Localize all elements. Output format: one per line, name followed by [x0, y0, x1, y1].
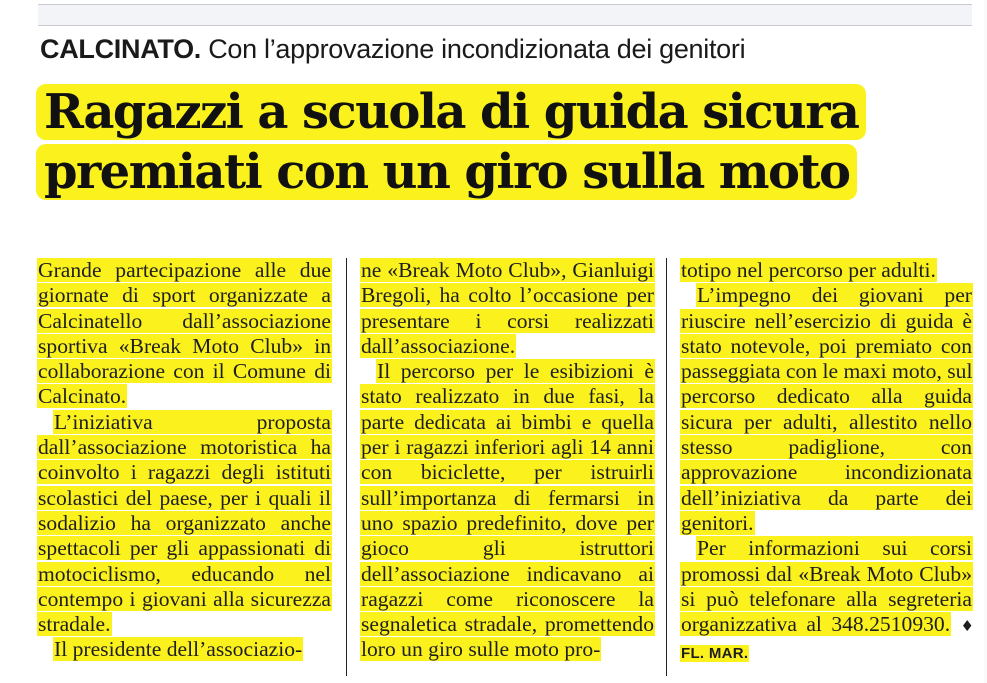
article-column-1: [37, 258, 332, 678]
paragraph: L’iniziativa proposta dall’associazione motoristica ha coinvolto i ragazzi degli istituti scolastici del paese, per i quali il sodalizio ha organizzato anche spettacoli per gli appassionati di motociclismo, educando nel contempo i giovani alla sicurezza stradale.: [38, 409, 331, 637]
headline: [36, 82, 936, 202]
paragraph: Grande partecipazione alle due giornate di sport organizzate a Calcinatello dall’associazione sportiva «Break Moto Club» in collaborazione con il Comune di Calcinato.: [38, 258, 331, 409]
column-divider: [346, 258, 347, 676]
column-divider: [666, 258, 667, 676]
paragraph: L’impegno dei giovani per riuscire nell’esercizio di guida è stato notevole, poi premiato con passeggiata con le maxi moto, sul percorso dedicato alla guida sicura per adulti, allestito nello stesso padiglione, con approvazione incondizionata dell’iniziativa da parte dei genitori.: [681, 283, 973, 535]
kicker-text: Con l’approvazione incondizionata dei genitori: [208, 34, 746, 64]
author-signature: FL. MAR.: [681, 645, 749, 663]
kicker: [40, 34, 745, 65]
article-column-3: [680, 258, 973, 678]
signature-diamond-icon: ♦: [960, 617, 974, 636]
paragraph: Il presidente dell’associazio-: [54, 637, 303, 662]
top-banner-strip: [38, 4, 972, 26]
headline-line-1: Ragazzi a scuola di guida sicura: [36, 84, 866, 140]
headline-line-2: premiati con un giro sulla moto: [36, 144, 857, 200]
paragraph: Per informazioni sui corsi promossi dal «Break Moto Club» si può telefonare alla segreteria organizzativa al 348.2510930.: [681, 536, 972, 637]
article-column-2: [360, 258, 655, 678]
paragraph: totipo nel percorso per adulti.: [681, 258, 936, 282]
paragraph: ne «Break Moto Club», Gianluigi Bregoli, ha colto l’occasione per presentare i corsi realizzati dall’associazione.: [361, 258, 654, 358]
paragraph: Il percorso per le esibizioni è stato realizzato in due fasi, la parte dedicata ai bimbi e quella per i ragazzi inferiori agli 14 anni con biciclette, per istruirli sull’importanza di fermarsi in uno spazio predefinito, dove per gioco gli istruttori dell’associazione indicavano ai ragazzi come riconoscere la segnaletica stradale, promettendo loro un giro sulle moto pro-: [361, 359, 654, 662]
kicker-place: CALCINATO.: [40, 34, 201, 64]
